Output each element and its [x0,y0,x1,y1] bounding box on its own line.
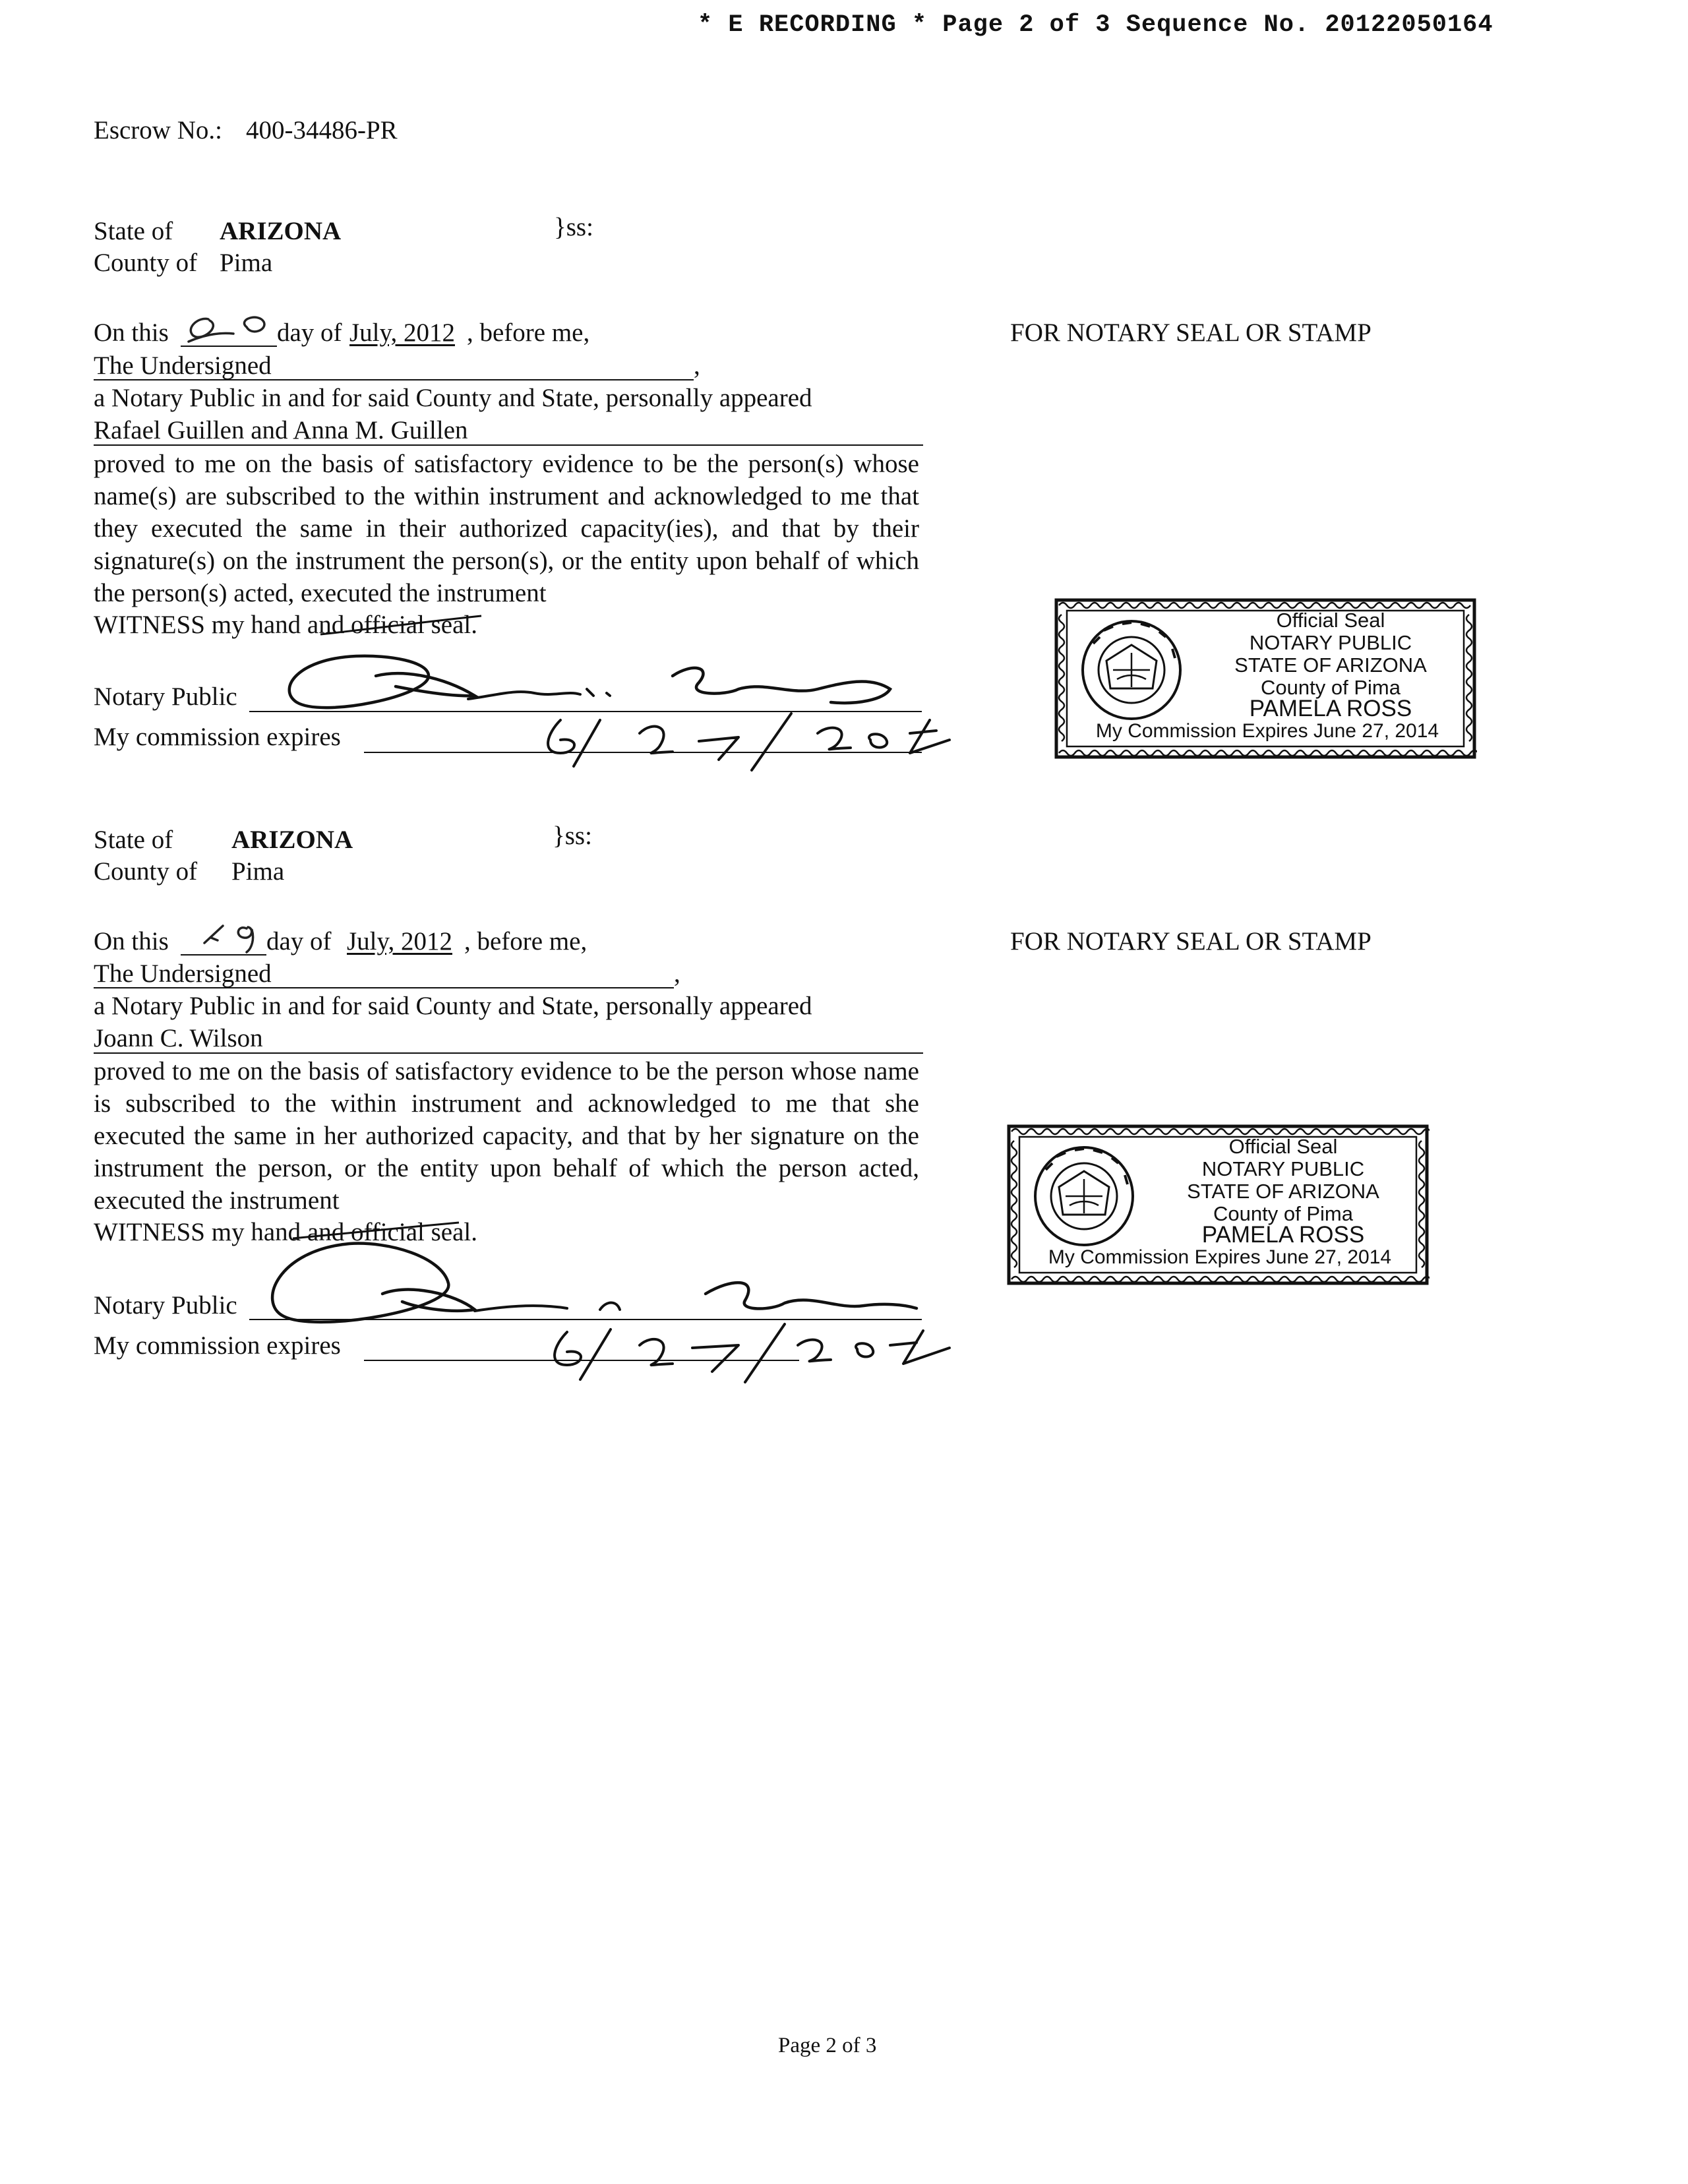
notary-comma: , [674,959,680,988]
witness-line: WITNESS my hand and official seal. [94,1218,477,1246]
handwritten-day [191,919,270,955]
seal-line-expires: My Commission Expires June 27, 2014 [1048,1246,1392,1268]
state-name: ARIZONA [220,217,342,245]
svg-text:19: 19 [191,919,192,920]
handwritten-day [181,307,280,348]
seal-line-county: County of Pima [1261,676,1401,699]
recording-header: * E RECORDING * Page 2 of 3 Sequence No. 20122050164 [698,11,1493,39]
before-me: , before me, [464,927,588,956]
state-name: ARIZONA [231,826,353,854]
seal-line-official-seal: Official Seal [1228,1135,1338,1158]
escrow-label: Escrow No.: [94,116,222,144]
acknowledgment-body: proved to me on the basis of satisfactory evidence to be the person(s) whose name(s) are subscribed to the within instrument and acknowledged to me that they executed the same in their authorized capacity(ies), and that by their signature(s) on the instrument the person(s), or the entity upon behalf of which the person(s) acted, executed the instrument [94,450,919,607]
notary-comma: , [694,351,700,380]
seal-line-state: STATE OF ARIZONA [1234,653,1427,677]
on-this-label: On this [94,318,169,347]
notary-seal-stamp [1006,1124,1430,1286]
day-of-label: day of [277,318,342,347]
acknowledgment-body: proved to me on the basis of satisfactory evidence to be the person whose name is subscribed to the within instrument and acknowledged to me that she executed the same in her authorized capacity, and that by her signature on the instrument the person, or the entity upon behalf of which the person acted, executed the instrument [94,1057,919,1215]
notary-name-line [94,379,694,380]
county-label: County of [94,857,198,886]
seal-heading: FOR NOTARY SEAL OR STAMP [1010,318,1372,347]
county-label: County of [94,249,198,277]
seal-line-official-seal: Official Seal [1276,609,1385,632]
seal-line-name: PAMELA ROSS [1201,1222,1365,1248]
commission-label: My commission expires [94,723,341,751]
seal-line-county: County of Pima [1213,1202,1353,1225]
seal-line-expires: My Commission Expires June 27, 2014 [1095,720,1439,742]
county-name: Pima [220,249,273,277]
month-year: July, 2012 [347,927,452,956]
escrow-number: 400-34486-PR [246,116,398,144]
notary-name: The Undersigned [94,351,272,380]
state-label: State of [94,826,173,854]
seal-line-notary-public: NOTARY PUBLIC [1201,1157,1365,1180]
appeared-names: Joann C. Wilson [94,1024,263,1052]
seal-heading: FOR NOTARY SEAL OR STAMP [1010,927,1372,956]
handwritten-commission-date [541,707,963,773]
notary-seal-stamp [1054,597,1477,760]
state-label: State of [94,217,173,245]
appeared-names: Rafael Guillen and Anna M. Guillen [94,416,468,444]
commission-label: My commission expires [94,1331,341,1360]
seal-line-notary-public: NOTARY PUBLIC [1249,631,1412,654]
notary-name-line [94,987,674,988]
ss-mark: }ss: [553,822,592,850]
appeared-line [94,444,923,446]
county-name: Pima [231,857,285,886]
appeared-line [94,1052,923,1054]
notary-intro: a Notary Public in and for said County and State, personally appeared [94,992,812,1020]
strike-through [319,613,484,640]
seal-line-name: PAMELA ROSS [1249,696,1412,721]
handwritten-commission-date [547,1319,956,1385]
seal-line-state: STATE OF ARIZONA [1187,1180,1379,1203]
notary-public-label: Notary Public [94,682,237,711]
before-me: , before me, [467,318,590,347]
page-number: Page 2 of 3 [778,2034,877,2057]
notary-name: The Undersigned [94,959,272,988]
notary-intro: a Notary Public in and for said County and State, personally appeared [94,384,812,412]
witness-line: WITNESS my hand and official seal. [94,611,477,639]
on-this-label: On this [94,927,169,956]
month-year: July, 2012 [349,318,455,347]
ss-mark: }ss: [554,213,593,241]
notary-public-label: Notary Public [94,1291,237,1320]
day-of-label: day of [266,927,332,956]
